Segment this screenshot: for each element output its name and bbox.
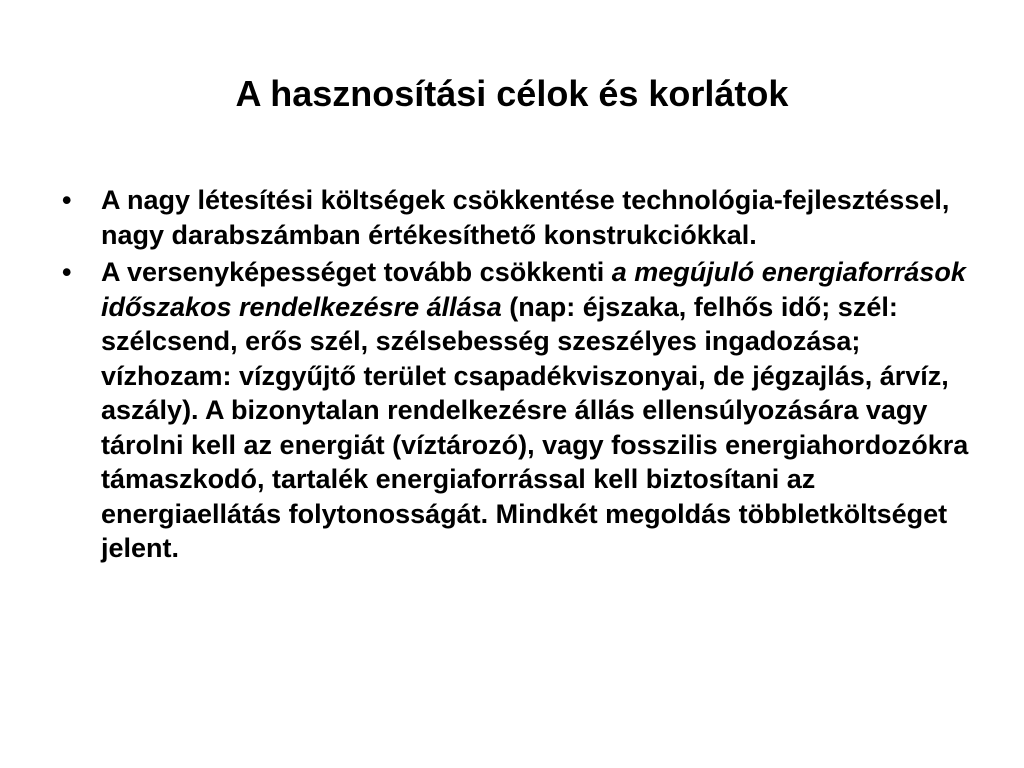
slide-title: A hasznosítási célok és korlátok — [235, 73, 789, 114]
bullet-list — [58, 183, 978, 569]
bullet-text-emphasis: a megújuló energiaforrások időszakos rendelkezésre állása — [101, 257, 966, 322]
bullet-item-cost-reduction — [58, 183, 978, 252]
bullet-item-competitiveness — [58, 255, 978, 566]
bullet-text-lead: A versenyképességet tovább csökkenti — [101, 257, 612, 287]
bullet-marker: • — [62, 185, 72, 215]
bullet-marker: • — [62, 257, 72, 287]
bullet-text: A nagy létesítési költségek csökkentése technológia-fejlesztéssel, nagy darabszámban értékesíthető konstrukciókkal. — [101, 185, 950, 250]
bullet-text-detail: (nap: éjszaka, felhős idő; szél: szélcsend, erős szél, szélsebesség szeszélyes ingadozása; vízhozam: vízgyűjtő terület csapadékviszonyai, de jégzajlás, árvíz, aszály). A bizonytalan rendelkezésre állás ellensúlyozására vagy tárolni kell az energiát (víztározó), vagy fosszilis energiahordozókra támaszkodó, tartalék energiaforrással kell biztosítani az energiaellátás folytonosságát. Mindkét megoldás többletköltséget jelent. — [101, 291, 969, 563]
